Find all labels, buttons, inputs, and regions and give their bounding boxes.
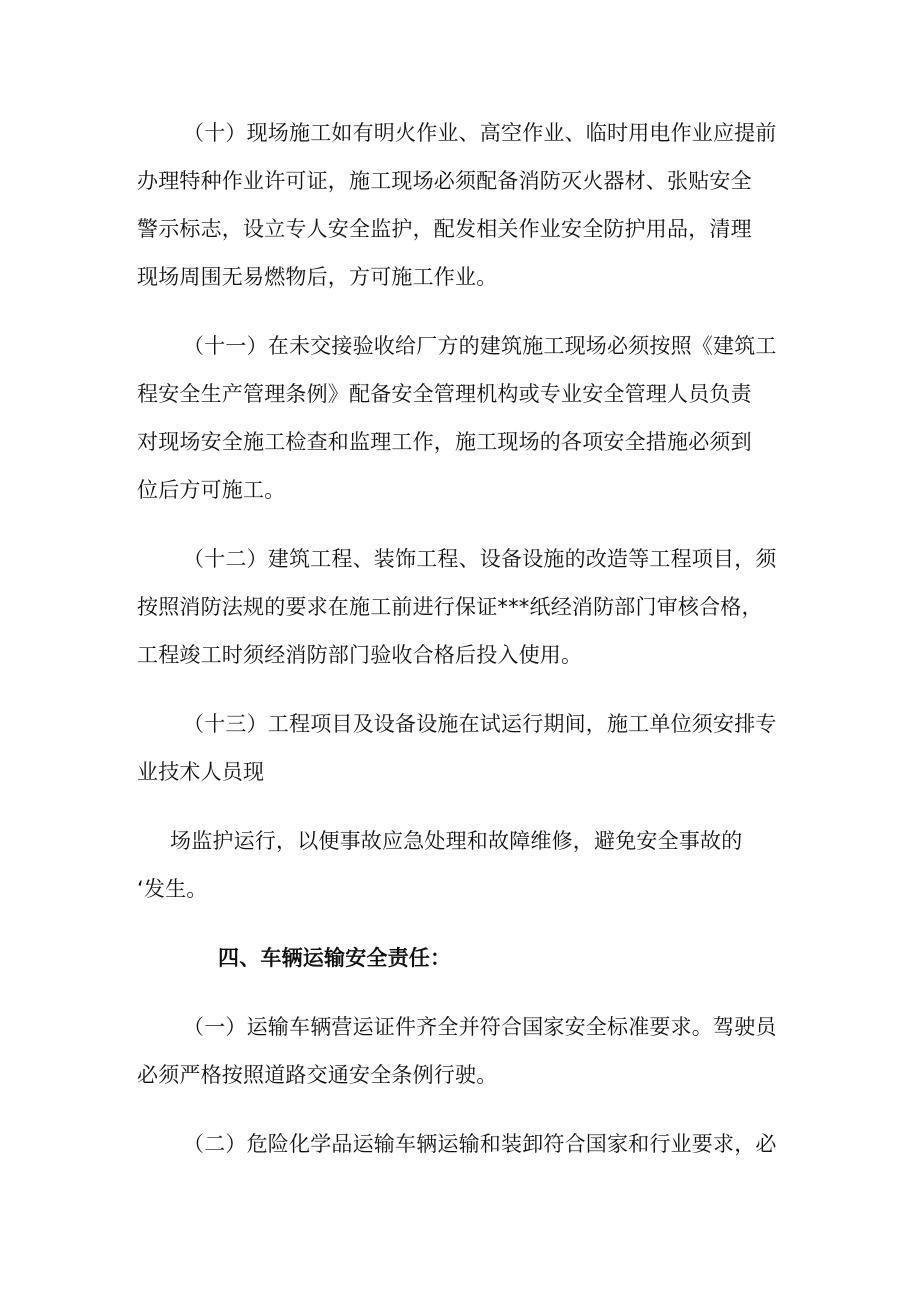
paragraph-13-continuation-line-2: ‘发生。 (137, 877, 208, 901)
section-heading-vehicle-transport: 四、车辆运输安全责任： (218, 946, 452, 970)
paragraph-12-line-3: 工程竣工时须经消防部门验收合格后投入使用。 (137, 643, 583, 667)
paragraph-13-continuation-line-1: 场监护运行，以便事故应急处理和故障维修，避免安全事故的 (170, 829, 743, 853)
vehicle-item-1-line-1: （一）运输车辆营运证件齐全并符合国家安全标准要求。驾驶员 (183, 1015, 777, 1039)
paragraph-11-line-2: 程安全生产管理条例》配备安全管理机构或专业安全管理人员负责 (137, 382, 752, 406)
paragraph-10-line-1: （十）现场施工如有明火作业、高空作业、临时用电作业应提前 (183, 121, 777, 145)
paragraph-11-line-1: （十一）在未交接验收给厂方的建筑施工现场必须按照《建筑工 (183, 334, 777, 358)
vehicle-item-1-line-2: 必须严格按照道路交通安全条例行驶。 (137, 1063, 498, 1087)
paragraph-13-line-1: （十三）工程项目及设备设施在试运行期间，施工单位须安排专 (183, 712, 777, 736)
paragraph-11-line-3: 对现场安全施工检查和监理工作，施工现场的各项安全措施必须到 (137, 430, 752, 454)
paragraph-12-line-1: （十二）建筑工程、装饰工程、设备设施的改造等工程项目，须 (183, 547, 777, 571)
paragraph-12-line-2: 按照消防法规的要求在施工前进行保证***纸经消防部门审核合格， (137, 595, 763, 619)
paragraph-10-line-4: 现场周围无易燃物后，方可施工作业。 (137, 265, 498, 289)
vehicle-item-2-line-1: （二）危险化学品运输车辆运输和装卸符合国家和行业要求，必 (183, 1132, 777, 1156)
paragraph-10-line-3: 警示标志，设立专人安全监护，配发相关作业安全防护用品，清理 (137, 217, 752, 241)
paragraph-10-line-2: 办理特种作业许可证，施工现场必须配备消防灭火器材、张贴安全 (137, 169, 752, 193)
paragraph-11-line-4: 位后方可施工。 (137, 478, 286, 502)
paragraph-13-line-2: 业技术人员现 (137, 760, 265, 784)
